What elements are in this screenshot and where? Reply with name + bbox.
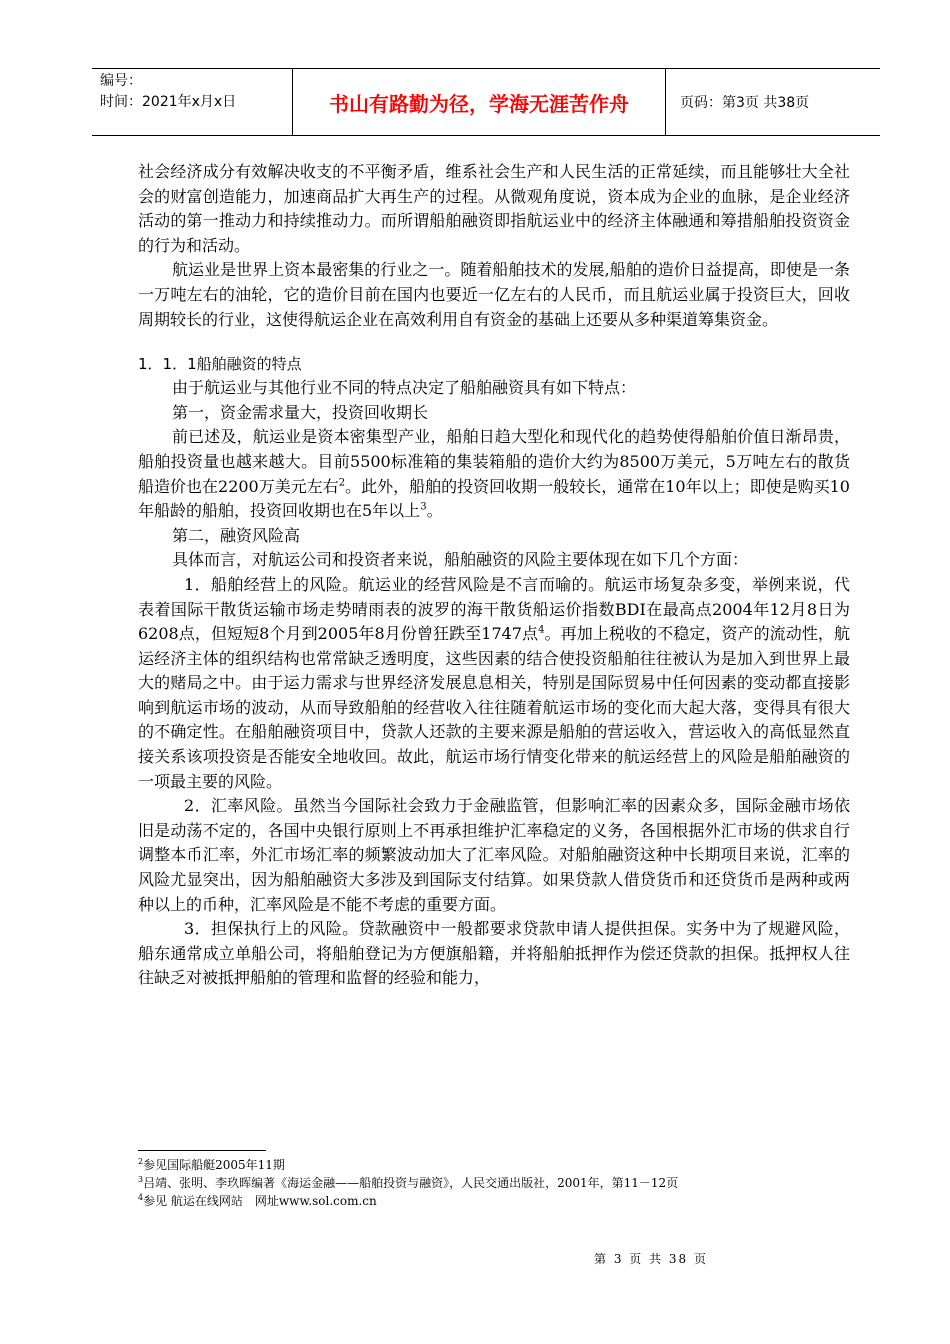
footnote-number: 4 bbox=[138, 1193, 144, 1202]
footnote-number: 3 bbox=[138, 1175, 144, 1184]
footnotes bbox=[138, 1156, 850, 1210]
paragraph: 社会经济成分有效解决收支的不平衡矛盾，维系社会生产和人民生活的正常延续，而且能够壮大全社会的财富创造能力，加速商品扩大再生产的过程。从微观角度说，资本成为企业的血脉，是企业经济活动的第一推动力和持续推动力。而所谓船舶融资即指航运业中的经济主体融通和筹措船舶投资资金的行为和活动。 bbox=[138, 162, 850, 255]
paragraph bbox=[138, 425, 850, 523]
header-page-info bbox=[666, 69, 880, 135]
document-time: 时间：2021年x月x日 bbox=[100, 94, 237, 110]
footnote-divider bbox=[138, 1150, 266, 1151]
paragraph: 航运业是世界上资本最密集的行业之一。随着船舶技术的发展,船舶的造价日益提高，即使是一条一万吨左右的油轮，它的造价目前在国内也要近一亿左右的人民币，而且航运业属于投资巨大，回收周期较长的行业，这使得航运企业在高效利用自有资金的基础上还要从多种渠道筹集资金。 bbox=[138, 260, 850, 329]
footnote-ref[interactable]: 3 bbox=[420, 501, 427, 513]
text-run: 1．船舶经营上的风险。航运业的经营风险是不言而喻的。航运市场复杂多变，举例来说，代表着国际干散货运输市场走势晴雨表的波罗的海干散货船运价指数BDI在最高点2004年12月8日为6208点，但短短8个月到2005年8月份曾狂跌至1747点 bbox=[138, 574, 850, 644]
text-run: 。此外，船舶的投资回收期一般较长，通常在10年以上；即使是购买10年船龄的船舶，投资回收期也在5年以上 bbox=[138, 476, 850, 521]
paragraph: 具体而言，对航运公司和投资者来说，船舶融资的风险主要体现在如下几个方面： bbox=[172, 550, 749, 570]
text-run: 。再加上税收的不稳定，资产的流动性，航运经济主体的组织结构也常常缺乏透明度，这些因素的结合使投资船舶往往被认为是加入到世界上最大的赌局之中。由于运力需求与世界经济发展息息相关，特别是国际贸易中任何因素的变动都直接影响到航运市场的波动，从而导致船舶的经营收入往往随着航运市场的变化而大起大落，变得具有很大的不确定性。在船舶融资项目中，贷款人还款的主要来源是船舶的营运收入，营运收入的高低显然直接关系该项投资是否能安全地收回。故此，航运市场行情变化带来的航运经营上的风险是船舶融资的一项最主要的风险。 bbox=[138, 624, 850, 791]
footnote-text: 参见国际船艇2005年11期 bbox=[143, 1158, 285, 1172]
page-info-text: 页码：第3页 共38页 bbox=[680, 95, 810, 111]
document-body bbox=[138, 160, 850, 991]
subheading-second: 第二，融资风险高 bbox=[172, 525, 301, 545]
footnote bbox=[138, 1192, 850, 1210]
footnote-ref[interactable]: 4 bbox=[538, 624, 545, 636]
document-number-label: 编号： bbox=[100, 73, 142, 89]
text-run: 。 bbox=[426, 501, 443, 521]
paragraph: 2．汇率风险。虽然当今国际社会致力于金融监管，但影响汇率的因素众多，国际金融市场依旧是动荡不定的，各国中央银行原则上不再承担维护汇率稳定的义务，各国根据外汇市场的供求自行调整本币汇率，外汇市场汇率的频繁波动加大了汇率风险。对船舶融资这种中长期项目来说，汇率的风险尤显突出，因为船舶融资大多涉及到国际支付结算。如果贷款人借贷货币和还贷货币是两种或两种以上的币种，汇率风险是不能不考虑的重要方面。 bbox=[138, 796, 850, 914]
footnote bbox=[138, 1156, 850, 1174]
section-heading: 1．1．1船舶融资的特点 bbox=[138, 355, 302, 374]
paragraph: 由于航运业与其他行业不同的特点决定了船舶融资具有如下特点： bbox=[172, 378, 637, 398]
footnote-number: 2 bbox=[138, 1157, 144, 1166]
header-meta bbox=[92, 69, 292, 135]
footnote-ref[interactable]: 2 bbox=[338, 477, 346, 489]
page-footer: 第 3 页 共 38 页 bbox=[594, 1252, 708, 1266]
paragraph: 3．担保执行上的风险。贷款融资中一般都要求贷款申请人提供担保。实务中为了规避风险，船东通常成立单船公司，将船舶登记为方便旗船籍，并将船舶抵押作为偿还贷款的担保。抵押权人往往缺乏对被抵押船舶的管理和监督的经验和能力， bbox=[138, 919, 850, 988]
motto-text: 书山有路勤为径，学海无涯苦作舟 bbox=[329, 91, 629, 116]
footnote-text: 吕靖、张明、李玖晖编著《海运金融——船舶投资与融资》，人民交通出版社，2001年，第11－12页 bbox=[143, 1176, 679, 1190]
footnote-text: 参见 航运在线网站 网址www.sol.com.cn bbox=[143, 1194, 377, 1208]
page-header bbox=[92, 68, 880, 136]
paragraph bbox=[138, 573, 850, 794]
header-motto bbox=[292, 69, 666, 135]
subheading-first: 第一，资金需求量大，投资回收期长 bbox=[172, 402, 429, 422]
text-run: 前已述及，航运业是资本密集型产业，船舶日趋大型化和现代化的趋势使得船舶价值日渐昂贵，船舶投资量也越来越大。目前5500标准箱的集装箱船的造价大约为8500万美元，5万吨左右的散货船造价也在2200万美元左右 bbox=[138, 427, 850, 496]
footnote bbox=[138, 1174, 850, 1192]
